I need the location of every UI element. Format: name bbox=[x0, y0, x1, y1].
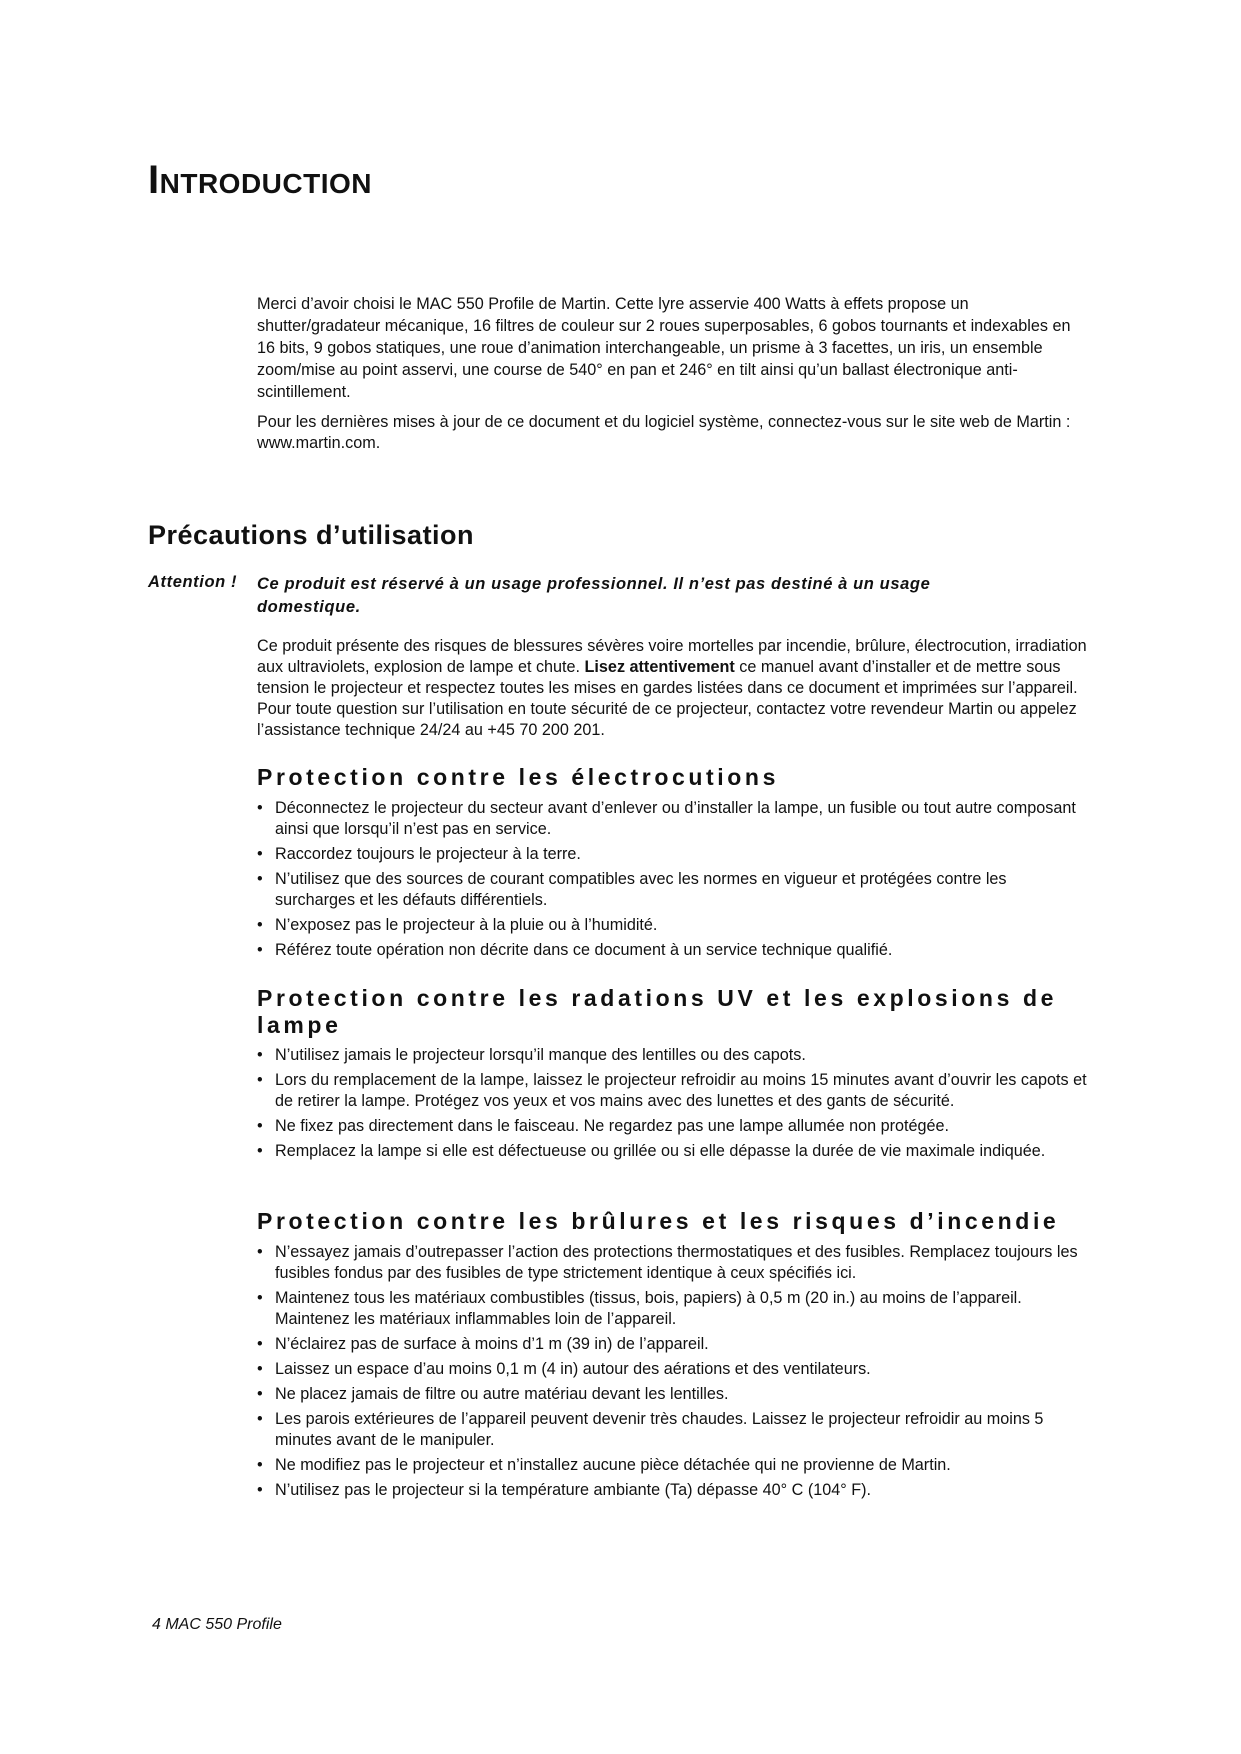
bold-text: Lisez attentivement bbox=[584, 658, 735, 676]
list-item: • Les parois extérieures de l’appareil peuvent devenir très chaudes. Laissez le projecteur refroidir au moins 5 minutes avant de le manipuler. bbox=[257, 1409, 1087, 1451]
list-item: • N’utilisez que des sources de courant compatibles avec les normes en vigueur et protégées contre les surcharges et les défauts différentiels. bbox=[257, 869, 1087, 911]
list-item: • Maintenez tous les matériaux combustibles (tissus, bois, papiers) à 0,5 m (20 in.) au moins de l’appareil. Maintenez les matériaux inflammables loin de l’appareil. bbox=[257, 1288, 1087, 1330]
list-item: • N’utilisez jamais le projecteur lorsqu’il manque des lentilles ou des capots. bbox=[257, 1045, 1087, 1066]
list-item: • Ne fixez pas directement dans le faisceau. Ne regardez pas une lampe allumée non protégée. bbox=[257, 1116, 1087, 1137]
bullet-list bbox=[257, 1045, 1087, 1166]
intro-text bbox=[257, 293, 1087, 463]
intro-paragraph: Pour les dernières mises à jour de ce document et du logiciel système, connectez-vous sur le site web de Martin : www.martin.com. bbox=[257, 413, 1071, 452]
list-item: • Ne modifiez pas le projecteur et n’installez aucune pièce détachée qui ne provienne de Martin. bbox=[257, 1455, 1087, 1476]
list-item: • Lors du remplacement de la lampe, laissez le projecteur refroidir au moins 15 minutes avant d’ouvrir les capots et de retirer la lampe. Protégez vos yeux et vos mains avec des lunettes et des gants de sécurité. bbox=[257, 1070, 1087, 1112]
attention-label: Attention ! bbox=[148, 573, 238, 591]
list-item: • N’exposez pas le projecteur à la pluie ou à l’humidité. bbox=[257, 915, 1087, 936]
list-item: • N’utilisez pas le projecteur si la température ambiante (Ta) dépasse 40° C (104° F). bbox=[257, 1480, 1087, 1501]
intro-paragraph: Merci d’avoir choisi le MAC 550 Profile de Martin. Cette lyre asservie 400 Watts à effets propose un shutter/gradateur mécanique, 16 filtres de couleur sur 2 roues superposables, 6 gobos tournants et indexables en 16 bits, 9 gobos statiques, une roue d’animation interchangeable, un prisme à 3 facettes, un iris, un ensemble zoom/mise au point asservi, une course de 540° en pan et 246° en tilt ainsi qu’un ballast électronique anti-scintillement. bbox=[257, 295, 1071, 401]
text: Ce produit présente des risques de blessures sévères voire mortelles par incendie, brûlure, électrocution, irradiation aux ultraviolets, explosion de lampe et chute. bbox=[257, 637, 1087, 676]
list-item: • Référez toute opération non décrite dans ce document à un service technique qualifié. bbox=[257, 940, 1087, 961]
section-heading: Précautions d’utilisation bbox=[148, 520, 475, 550]
list-item: • Remplacez la lampe si elle est défectueuse ou grillée ou si elle dépasse la durée de vie maximale indiquée. bbox=[257, 1141, 1087, 1162]
subsection-heading: Protection contre les électrocutions bbox=[257, 764, 779, 790]
subsection-heading: Protection contre les brûlures et les risques d’incendie bbox=[257, 1208, 1060, 1234]
list-item: • Déconnectez le projecteur du secteur avant d’enlever ou d’installer la lampe, un fusible ou tout autre composant ainsi que lorsqu’il n’est pas en service. bbox=[257, 798, 1087, 840]
list-item: • N’éclairez pas de surface à moins d’1 m (39 in) de l’appareil. bbox=[257, 1334, 1087, 1355]
precautions-paragraph bbox=[257, 636, 1087, 741]
bullet-list bbox=[257, 798, 1087, 965]
text: ce manuel avant d’installer et de mettre sous tension le projecteur et respectez toutes les mises en gardes listées dans ce document et imprimées sur l’appareil. Pour toute question sur l’utilisation en toute sécurité de ce projecteur, contactez votre revendeur Martin ou appelez l’assistance technique 24/24 au +45 70 200 201. bbox=[257, 658, 1078, 739]
list-item: • Ne placez jamais de filtre ou autre matériau devant les lentilles. bbox=[257, 1384, 1087, 1405]
bullet-list bbox=[257, 1242, 1087, 1505]
page-footer: 4 MAC 550 Profile bbox=[152, 1616, 282, 1633]
list-item: • Laissez un espace d’au moins 0,1 m (4 in) autour des aérations et des ventilateurs. bbox=[257, 1359, 1087, 1380]
subsection-heading: Protection contre les radations UV et les explosions de lampe bbox=[257, 985, 1057, 1038]
page-title: Introduction bbox=[148, 158, 372, 202]
attention-text: Ce produit est réservé à un usage professionnel. Il n’est pas destiné à un usage domestique. bbox=[257, 575, 931, 616]
list-item: • Raccordez toujours le projecteur à la terre. bbox=[257, 844, 1087, 865]
list-item: • N’essayez jamais d’outrepasser l’action des protections thermostatiques et des fusibles. Remplacez toujours les fusibles fondus par des fusibles de type strictement identique à ceux spécifiés ici. bbox=[257, 1242, 1087, 1284]
